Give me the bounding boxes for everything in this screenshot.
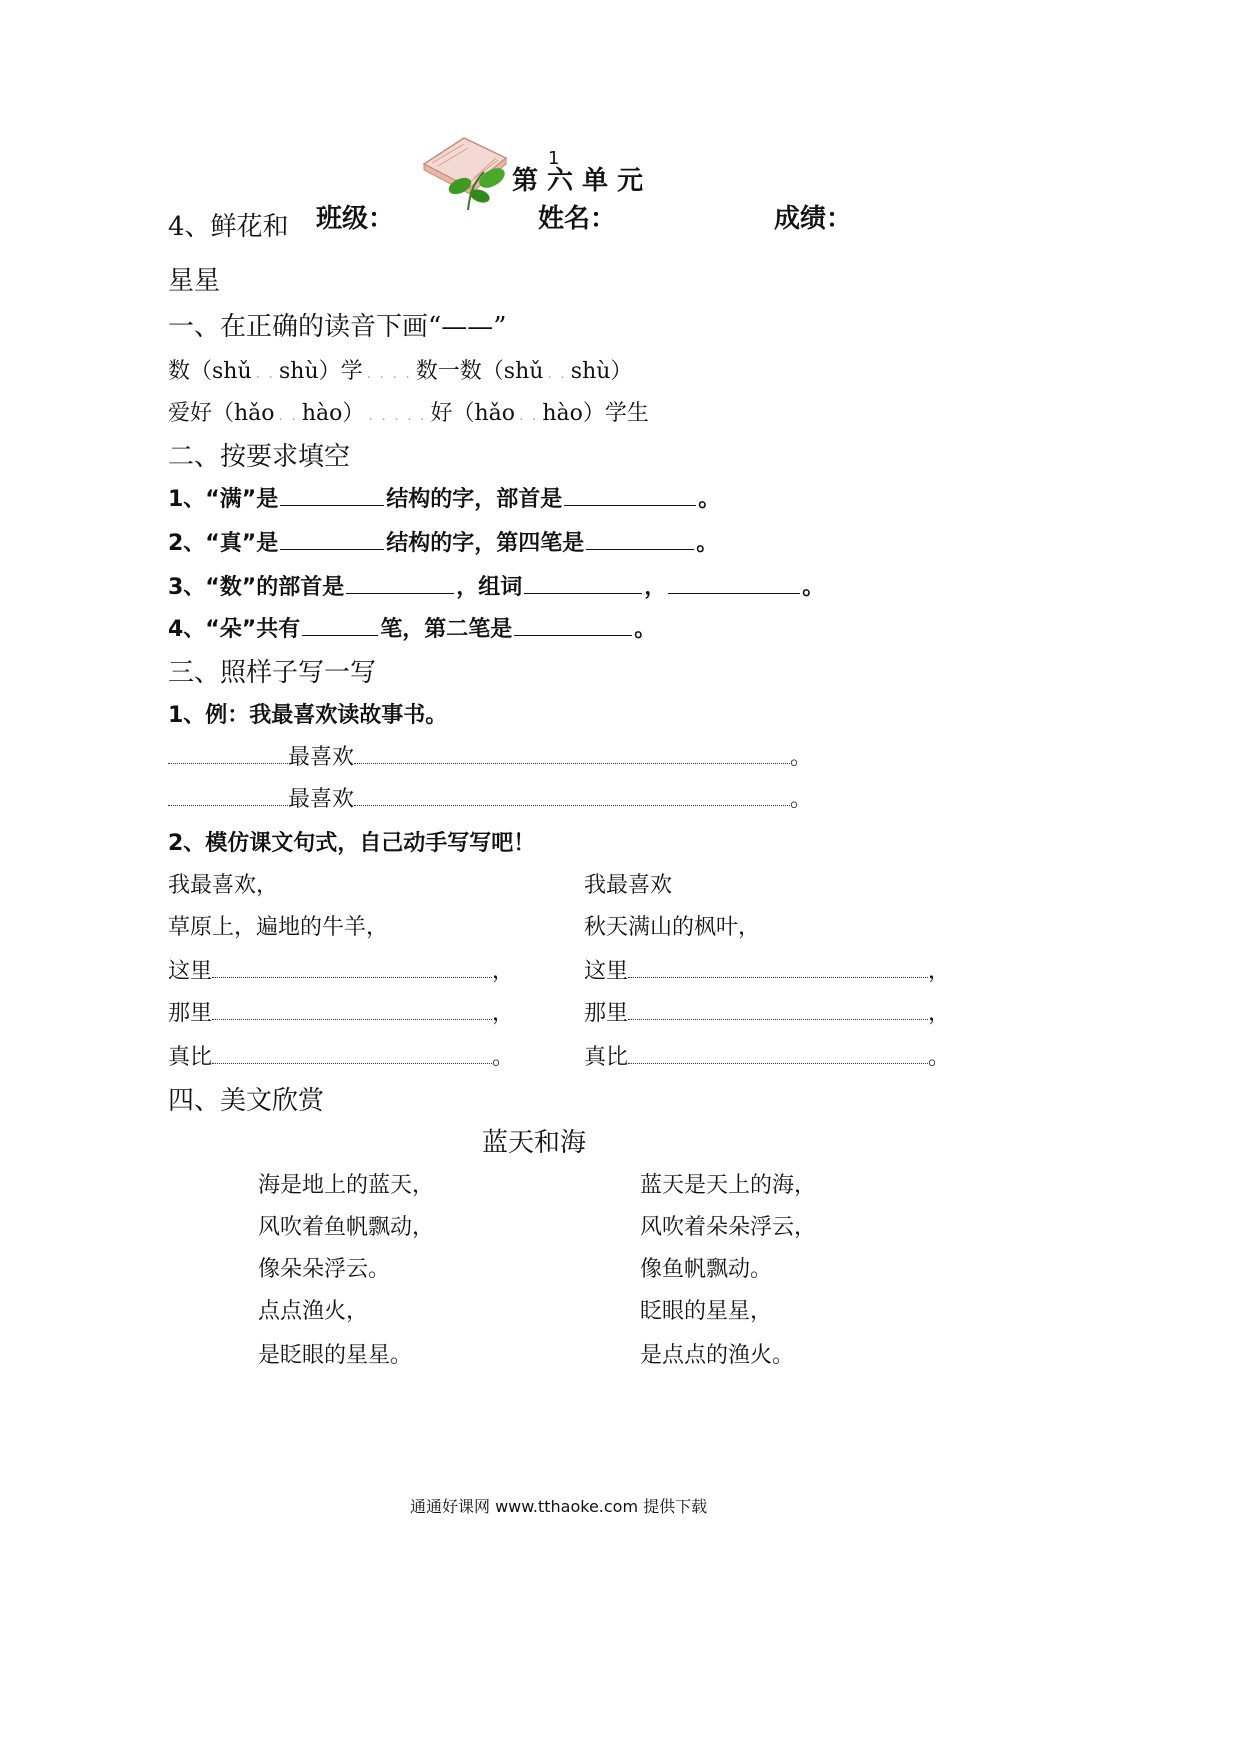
class-label: 班级：: [316, 204, 395, 234]
pinyin-option[interactable]: 爱好（hǎo: [168, 401, 275, 426]
poem-right-line: 像鱼帆飘动。: [640, 1257, 773, 1282]
pinyin-option[interactable]: hào）学生: [542, 401, 649, 426]
poem-left-line: 是眨眼的星星。: [258, 1343, 413, 1368]
answer-blank[interactable]: [212, 1062, 492, 1064]
answer-blank[interactable]: [168, 804, 288, 806]
fill-question-4: 4、“朵”共有 笔，第二笔是 。: [168, 617, 657, 642]
answer-blank[interactable]: [628, 1062, 928, 1064]
answer-blank[interactable]: [302, 634, 378, 636]
answer-blank[interactable]: [524, 592, 642, 594]
score-label: 成绩：: [774, 204, 853, 234]
imitate-left-really: 真比 。: [168, 1045, 515, 1070]
poem-right-line: 风吹着朵朵浮云，: [640, 1215, 817, 1240]
answer-blank[interactable]: [668, 592, 800, 594]
section4-title: 四、美文欣赏: [168, 1086, 325, 1116]
imitate-left-1: 我最喜欢，: [168, 873, 279, 898]
fill-question-1: 1、“满”是 结构的字，部首是 。: [168, 487, 721, 512]
answer-blank[interactable]: [212, 1018, 492, 1020]
answer-blank[interactable]: [514, 634, 632, 636]
poem-left-line: 像朵朵浮云。: [258, 1257, 391, 1282]
pinyin-option[interactable]: 好（hǎo: [430, 401, 516, 426]
poem-right-line: 蓝天是天上的海，: [640, 1173, 817, 1198]
pinyin-option[interactable]: shù）: [570, 359, 633, 384]
answer-blank[interactable]: [628, 976, 928, 978]
imitate-row-2: 最喜欢 。: [168, 782, 812, 813]
pinyin-option[interactable]: shù）学: [279, 359, 363, 384]
poem-left-line: 风吹着鱼帆飘动，: [258, 1215, 435, 1240]
pinyin-row-2: 爱好（hǎo . . hào） . . . . . 好（hǎo . . hào）学生: [168, 401, 649, 426]
poem-left-line: 海是地上的蓝天，: [258, 1173, 435, 1198]
footer-text: 通通好课网 www.tthaoke.com 提供下载: [410, 1497, 708, 1516]
page-number: 1: [548, 148, 560, 169]
imitate-right-there: 那里 ，: [584, 1001, 951, 1026]
answer-blank[interactable]: [346, 592, 454, 594]
imitate-left-here: 这里 ，: [168, 959, 515, 984]
imitate-instruction: 2、模仿课文句式，自己动手写写吧！: [168, 831, 536, 856]
fill-question-2: 2、“真”是 结构的字，第四笔是 。: [168, 531, 719, 556]
poem-right-line: 是点点的渔火。: [640, 1343, 795, 1368]
example-sentence: 1、例：我最喜欢读故事书。: [168, 703, 448, 728]
book-leaf-icon: [418, 132, 518, 214]
answer-blank[interactable]: [354, 762, 790, 764]
section2-title: 二、按要求填空: [168, 442, 351, 472]
section3-title: 三、照样子写一写: [168, 658, 377, 688]
answer-blank[interactable]: [628, 1018, 928, 1020]
pinyin-option[interactable]: 数（shǔ: [168, 359, 252, 384]
answer-blank[interactable]: [564, 504, 696, 506]
imitate-right-1: 我最喜欢: [584, 873, 673, 898]
pinyin-option[interactable]: 数一数（shǔ: [415, 359, 544, 384]
imitate-left-2: 草原上，遍地的牛羊，: [168, 915, 389, 940]
imitate-row-1: 最喜欢 。: [168, 740, 812, 771]
imitate-right-here: 这里 ，: [584, 959, 951, 984]
imitate-left-there: 那里 ，: [168, 1001, 515, 1026]
imitate-right-really: 真比 。: [584, 1045, 951, 1070]
unit-title: 第 六 单 元: [512, 166, 644, 196]
answer-blank[interactable]: [280, 548, 384, 550]
answer-blank[interactable]: [212, 976, 492, 978]
lesson-title-cont: 星星: [168, 266, 221, 296]
fill-question-3: 3、“数”的部首是 ，组词 ， 。: [168, 575, 825, 600]
answer-blank[interactable]: [586, 548, 694, 550]
lesson-title: 4、鲜花和: [168, 212, 289, 242]
poem-left-line: 点点渔火，: [258, 1299, 369, 1324]
name-label: 姓名：: [538, 204, 617, 234]
section1-title: 一、在正确的读音下画“——”: [168, 312, 507, 342]
answer-blank[interactable]: [280, 504, 384, 506]
answer-blank[interactable]: [354, 804, 790, 806]
imitate-right-2: 秋天满山的枫叶，: [584, 915, 761, 940]
pinyin-option[interactable]: hào）: [301, 401, 365, 426]
poem-title: 蓝天和海: [482, 1128, 587, 1158]
pinyin-row-1: 数（shǔ . . shù）学 . . . . 数一数（shǔ . . shù）: [168, 359, 633, 384]
poem-right-line: 眨眼的星星，: [640, 1299, 773, 1324]
answer-blank[interactable]: [168, 762, 288, 764]
